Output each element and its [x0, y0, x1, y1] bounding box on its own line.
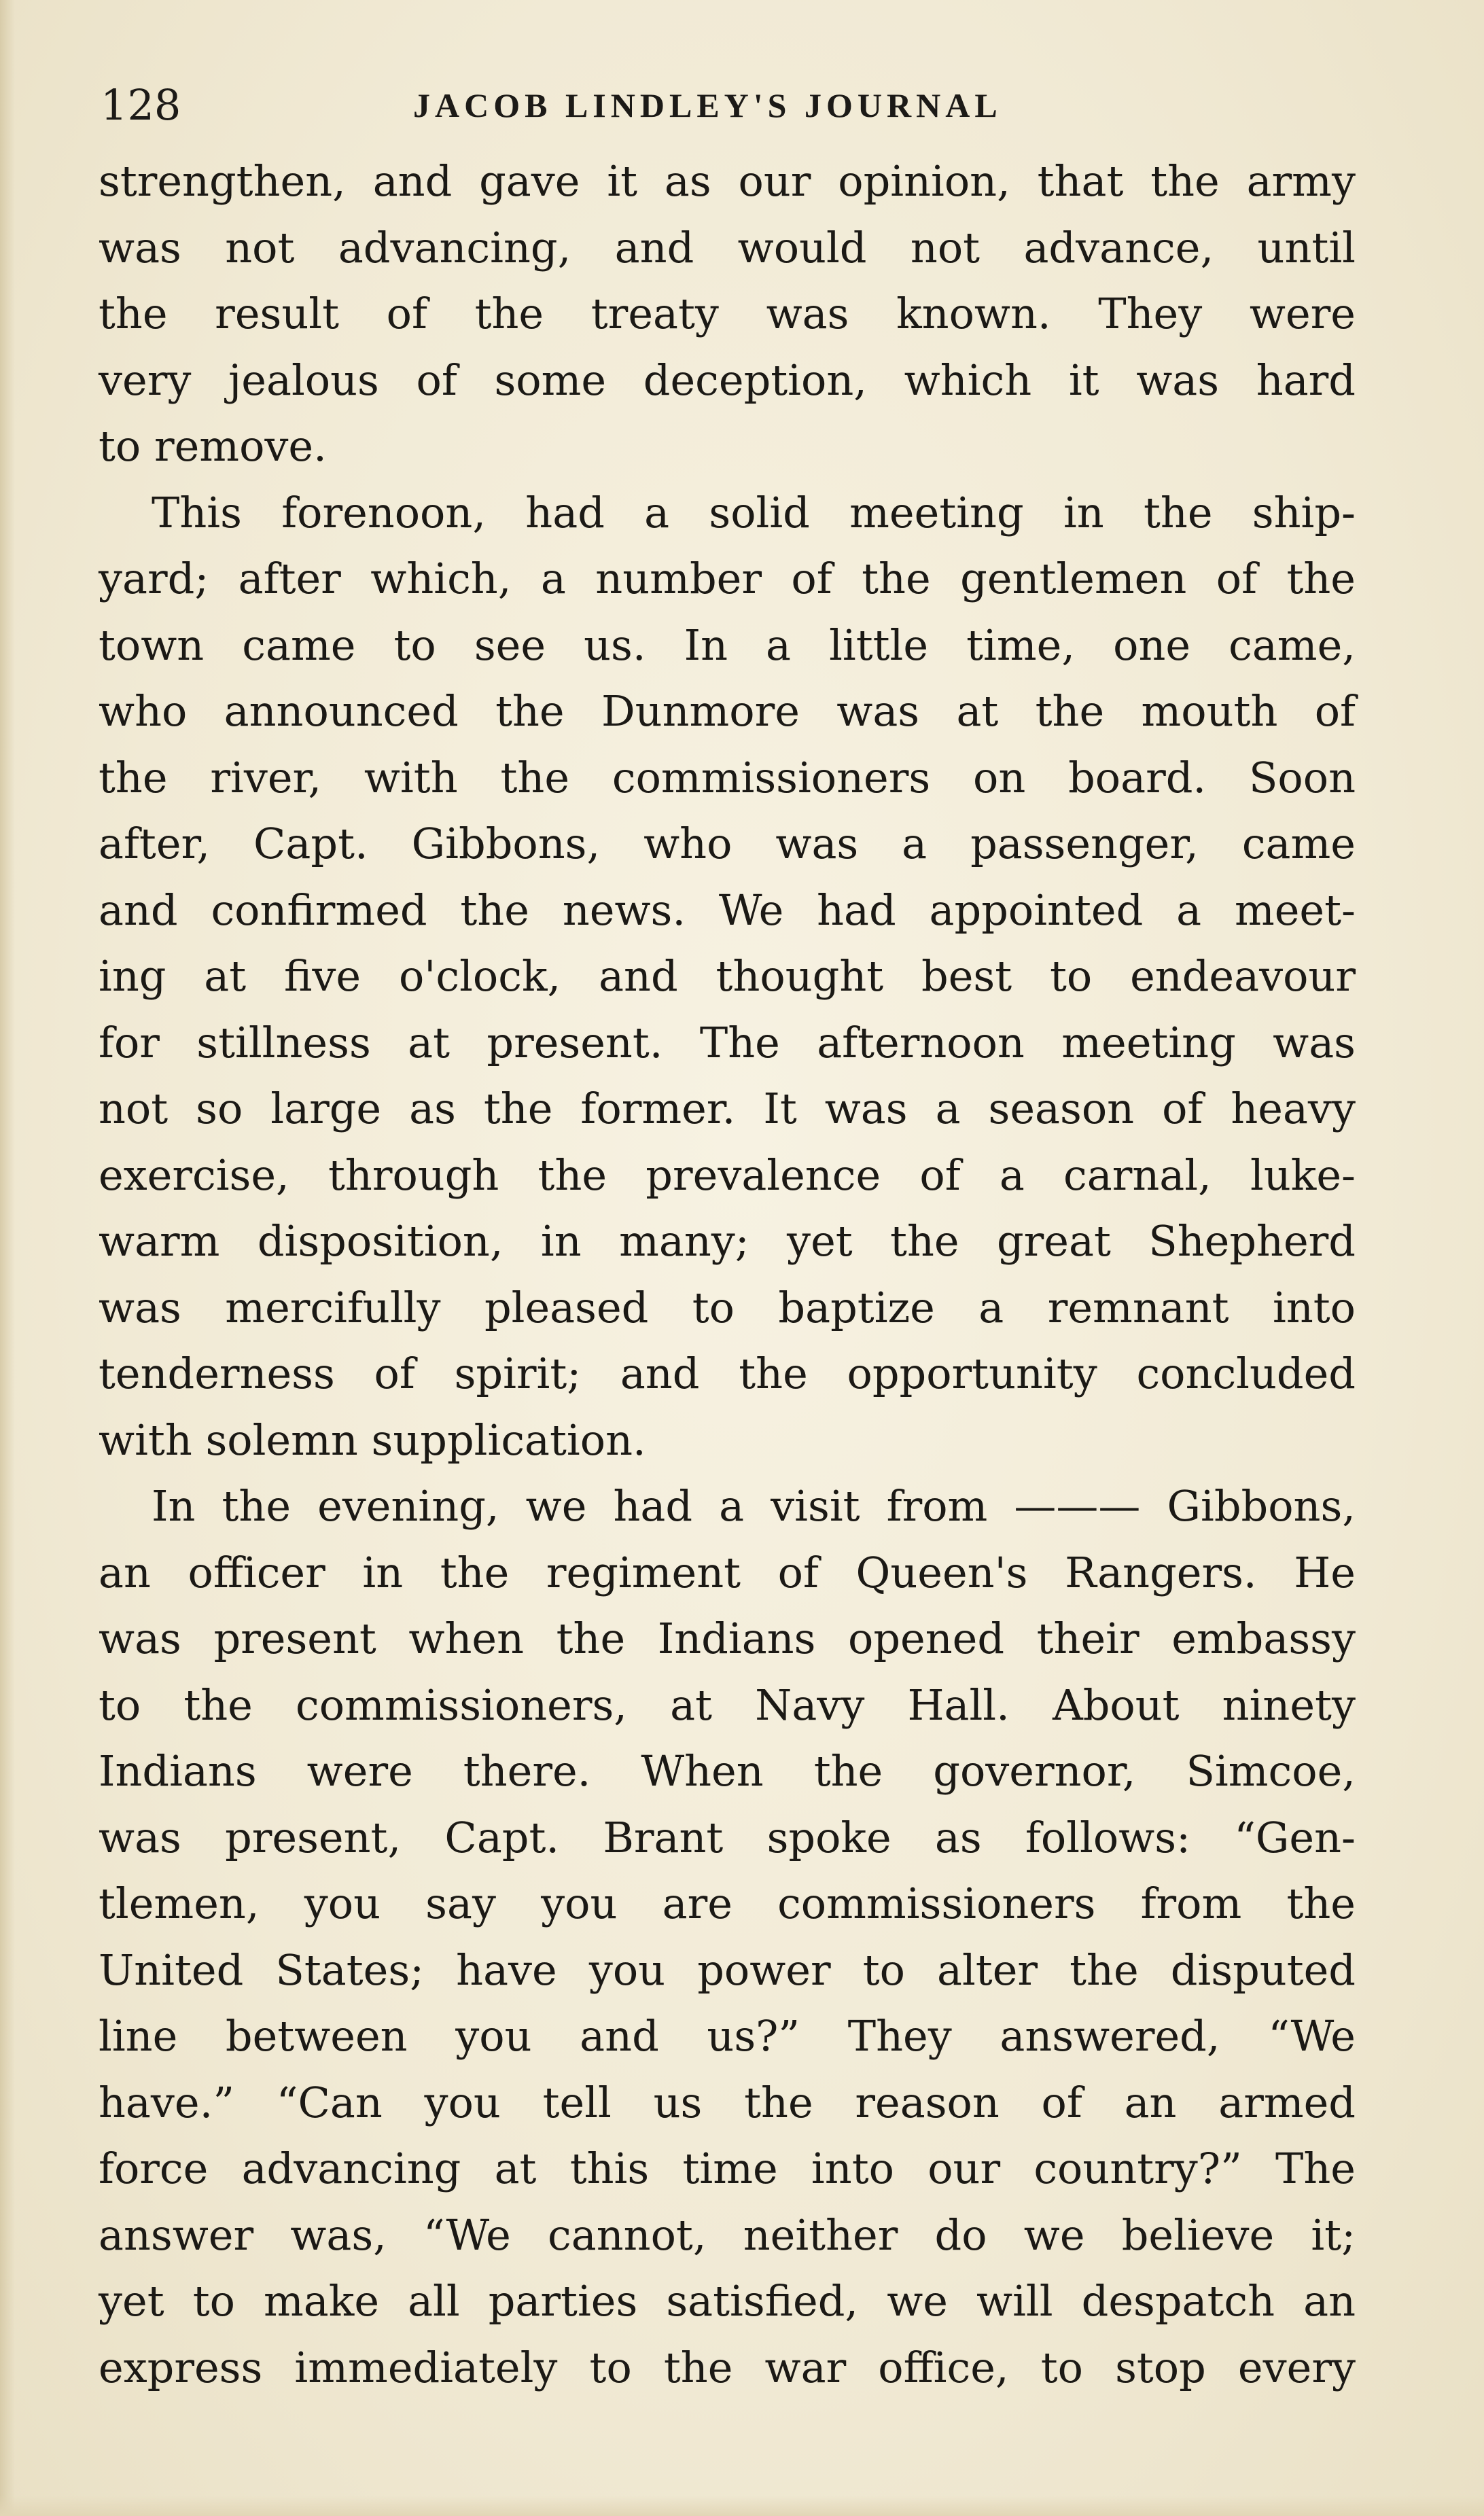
- text-line: Indians were there. When the governor, Simcoe,: [99, 1746, 1356, 1796]
- text-line: This forenoon, had a solid meeting in the ship-: [152, 487, 1356, 537]
- text-line: with solemn supplication.: [99, 1415, 646, 1465]
- text-line: who announced the Dunmore was at the mouth of: [99, 686, 1356, 736]
- text-line: answer was, “We cannot, neither do we believe it;: [99, 2210, 1356, 2260]
- text-line: express immediately to the war office, to stop every: [99, 2342, 1356, 2392]
- page-header: [101, 75, 1378, 136]
- journal-text: [99, 148, 1356, 2400]
- text-line: tenderness of spirit; and the opportunity concluded: [99, 1349, 1356, 1398]
- text-line: In the evening, we had a visit from ——— Gibbons,: [152, 1481, 1356, 1531]
- text-line: for stillness at present. The afternoon meeting was: [99, 1017, 1356, 1067]
- text-line: force advancing at this time into our country?” The: [99, 2144, 1356, 2193]
- text-line: was not advancing, and would not advance, until: [99, 222, 1356, 272]
- page-number: 128: [101, 80, 181, 130]
- text-line: very jealous of some deception, which it was hard: [99, 355, 1356, 405]
- running-head: JACOB LINDLEY'S JOURNAL: [413, 86, 1002, 124]
- text-line: yard; after which, a number of the gentlemen of the: [99, 554, 1356, 603]
- text-line: line between you and us?” They answered, “We: [99, 2011, 1356, 2061]
- text-line: the result of the treaty was known. They were: [99, 289, 1356, 338]
- text-line: yet to make all parties satisfied, we will despatch an: [99, 2276, 1356, 2326]
- text-line: was present when the Indians opened their embassy: [99, 1614, 1356, 1663]
- text-line: was mercifully pleased to baptize a remnant into: [99, 1282, 1356, 1332]
- text-line: tlemen, you say you are commissioners from the: [99, 1879, 1356, 1928]
- text-line: an officer in the regiment of Queen's Rangers. He: [99, 1547, 1356, 1597]
- text-line: have.” “Can you tell us the reason of an armed: [99, 2077, 1356, 2127]
- text-line: not so large as the former. It was a season of heavy: [99, 1084, 1356, 1133]
- text-line: ing at five o'clock, and thought best to endeavour: [99, 951, 1356, 1001]
- text-line: exercise, through the prevalence of a carnal, luke-: [99, 1150, 1356, 1200]
- page-bottom-shadow: [0, 2496, 1484, 2516]
- text-line: strengthen, and gave it as our opinion, that the army: [99, 156, 1356, 206]
- text-line: to the commissioners, at Navy Hall. About ninety: [99, 1680, 1356, 1730]
- text-line: United States; have you power to alter the disputed: [99, 1945, 1356, 1995]
- text-line: the river, with the commissioners on board. Soon: [99, 752, 1356, 802]
- text-line: after, Capt. Gibbons, who was a passenger, came: [99, 819, 1356, 868]
- page-edge-shadow: [0, 0, 15, 2516]
- text-line: warm disposition, in many; yet the great Shepherd: [99, 1216, 1356, 1266]
- text-line: was present, Capt. Brant spoke as follows: “Gen-: [99, 1812, 1356, 1862]
- text-line: to remove.: [99, 421, 327, 471]
- text-line: and confirmed the news. We had appointed a meet-: [99, 885, 1356, 935]
- text-line: town came to see us. In a little time, one came,: [99, 620, 1356, 670]
